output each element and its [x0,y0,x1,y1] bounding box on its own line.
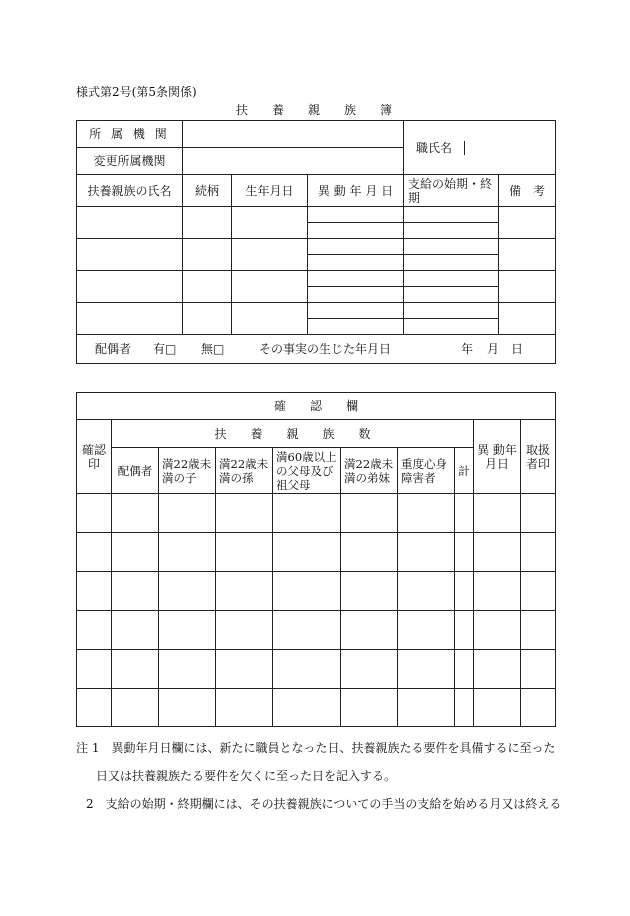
table-row [77,239,556,255]
change-date-label: 異 動年月日 [474,420,521,494]
remarks-cell[interactable] [499,207,556,239]
seal-cell[interactable] [77,689,112,727]
note-1-line-2: 日又は扶養親族たる要件を欠くに至った日を記入する。 [96,769,397,783]
remarks-cell[interactable] [499,239,556,271]
relation-cell[interactable] [183,207,232,239]
change-date-cell[interactable] [308,271,404,287]
payment-period-cell[interactable] [404,303,499,319]
handler-seal-cell[interactable] [521,533,556,572]
birthdate-cell[interactable] [232,239,308,271]
count-cell[interactable] [341,689,398,727]
handler-seal-cell[interactable] [521,611,556,650]
change-date-cell[interactable] [474,572,521,611]
dependent-name-cell[interactable] [77,303,183,335]
count-cell[interactable] [273,494,341,533]
count-cell[interactable] [398,572,455,611]
change-date-cell[interactable] [308,223,404,239]
payment-period-cell[interactable] [404,207,499,223]
dependent-name-cell[interactable] [77,271,183,303]
count-cell[interactable] [216,572,273,611]
count-cell[interactable] [273,650,341,689]
subcol-total: 計 [455,448,474,494]
dependents-count-label: 扶 養 親 族 数 [112,420,474,448]
total-cell[interactable] [455,494,474,533]
table-row [77,689,556,727]
occurrence-date-label: その事実の生じた年月日 [259,342,392,356]
count-cell[interactable] [398,494,455,533]
handler-seal-cell[interactable] [521,572,556,611]
col-dependent-name: 扶養親族の氏名 [77,175,183,207]
subcol-child: 満22歳未満の子 [159,448,216,494]
count-cell[interactable] [159,650,216,689]
count-cell[interactable] [159,533,216,572]
affiliation-field[interactable] [183,121,404,148]
relation-cell[interactable] [183,303,232,335]
total-cell[interactable] [455,689,474,727]
count-cell[interactable] [216,494,273,533]
note-1-line-1: 注 1 異動年月日欄には、新たに職員となった日、扶養親族たる要件を具備するに至った [76,741,556,755]
subcol-disabled: 重度心身障害者 [398,448,455,494]
seal-cell[interactable] [77,494,112,533]
count-cell[interactable] [112,611,159,650]
seal-cell[interactable] [77,650,112,689]
spouse-no-checkbox[interactable]: 無□ [201,342,225,356]
name-field[interactable] [465,141,555,155]
seal-cell[interactable] [77,533,112,572]
page-title: 扶 養 親 族 簿 [236,103,399,117]
col-relation: 続柄 [183,175,232,207]
subcol-spouse: 配偶者 [112,448,159,494]
payment-period-cell[interactable] [404,223,499,239]
change-date-cell[interactable] [308,319,404,335]
handler-seal-cell[interactable] [521,494,556,533]
birthdate-cell[interactable] [232,303,308,335]
total-cell[interactable] [455,572,474,611]
count-cell[interactable] [216,650,273,689]
count-cell[interactable] [273,572,341,611]
change-date-cell[interactable] [308,303,404,319]
count-cell[interactable] [341,572,398,611]
count-cell[interactable] [112,533,159,572]
change-date-cell[interactable] [308,207,404,223]
count-cell[interactable] [341,533,398,572]
year-label: 年 [461,342,474,356]
total-cell[interactable] [455,533,474,572]
table-row [77,271,556,287]
count-cell[interactable] [398,611,455,650]
changed-affiliation-field[interactable] [183,148,404,175]
handler-seal-cell[interactable] [521,650,556,689]
payment-period-cell[interactable] [404,319,499,335]
count-cell[interactable] [398,689,455,727]
subcol-parents: 満60歳以上の父母及び祖父母 [273,448,341,494]
count-cell[interactable] [159,494,216,533]
count-cell[interactable] [216,689,273,727]
dependent-name-cell[interactable] [77,207,183,239]
handler-seal-label: 取扱者印 [521,420,556,494]
count-cell[interactable] [398,533,455,572]
change-date-cell[interactable] [474,533,521,572]
table-row [77,533,556,572]
change-date-cell[interactable] [308,287,404,303]
count-cell[interactable] [112,494,159,533]
spouse-label: 配偶者 [95,342,132,356]
count-cell[interactable] [112,689,159,727]
change-date-cell[interactable] [474,650,521,689]
dependents-table [76,120,556,364]
subcol-grandchild: 満22歳未満の孫 [216,448,273,494]
change-date-cell[interactable] [474,611,521,650]
total-cell[interactable] [455,650,474,689]
count-cell[interactable] [159,689,216,727]
changed-affiliation-label: 変更所属機関 [77,148,183,175]
col-birthdate: 生年月日 [232,175,308,207]
table-row [77,650,556,689]
spouse-row [77,335,556,364]
count-cell[interactable] [159,572,216,611]
birthdate-cell[interactable] [232,207,308,239]
name-label: 職氏名 [404,141,465,155]
table-row [77,303,556,319]
payment-period-cell[interactable] [404,287,499,303]
seal-cell[interactable] [77,572,112,611]
payment-period-cell[interactable] [404,255,499,271]
count-cell[interactable] [159,611,216,650]
total-cell[interactable] [455,611,474,650]
spouse-yes-checkbox[interactable]: 有□ [153,342,177,356]
confirmation-seal-label: 確認印 [77,420,112,494]
handler-seal-cell[interactable] [521,689,556,727]
remarks-cell[interactable] [499,303,556,335]
count-cell[interactable] [112,650,159,689]
table-row [77,572,556,611]
table-row [77,611,556,650]
payment-period-cell[interactable] [404,239,499,255]
change-date-cell[interactable] [474,494,521,533]
affiliation-label: 所 属 機 関 [77,121,183,148]
count-cell[interactable] [273,611,341,650]
note-2-line-1: 2 支給の始期・終期欄には、その扶養親族についての手当の支給を始める月又は終える [86,797,562,811]
subcol-siblings: 満22歳未満の弟妹 [341,448,398,494]
col-remarks: 備 考 [499,175,556,207]
count-cell[interactable] [273,689,341,727]
payment-period-cell[interactable] [404,271,499,287]
dependent-name-cell[interactable] [77,239,183,271]
col-payment-period: 支給の始期・終期 [404,175,499,207]
col-change-date: 異 動 年 月 日 [308,175,404,207]
count-cell[interactable] [216,533,273,572]
change-date-cell[interactable] [308,255,404,271]
remarks-cell[interactable] [499,271,556,303]
count-cell[interactable] [216,611,273,650]
day-label: 日 [511,342,524,356]
form-label: 様式第2号(第5条関係) [76,85,197,99]
count-cell[interactable] [273,533,341,572]
birthdate-cell[interactable] [232,271,308,303]
confirmation-table [76,392,556,727]
relation-cell[interactable] [183,239,232,271]
change-date-cell[interactable] [474,689,521,727]
relation-cell[interactable] [183,271,232,303]
change-date-cell[interactable] [308,239,404,255]
month-label: 月 [487,342,500,356]
count-cell[interactable] [398,650,455,689]
confirmation-section-title: 確 認 欄 [77,393,556,420]
count-cell[interactable] [112,572,159,611]
count-cell[interactable] [341,611,398,650]
count-cell[interactable] [341,494,398,533]
count-cell[interactable] [341,650,398,689]
seal-cell[interactable] [77,611,112,650]
table-row [77,494,556,533]
table-row [77,207,556,223]
